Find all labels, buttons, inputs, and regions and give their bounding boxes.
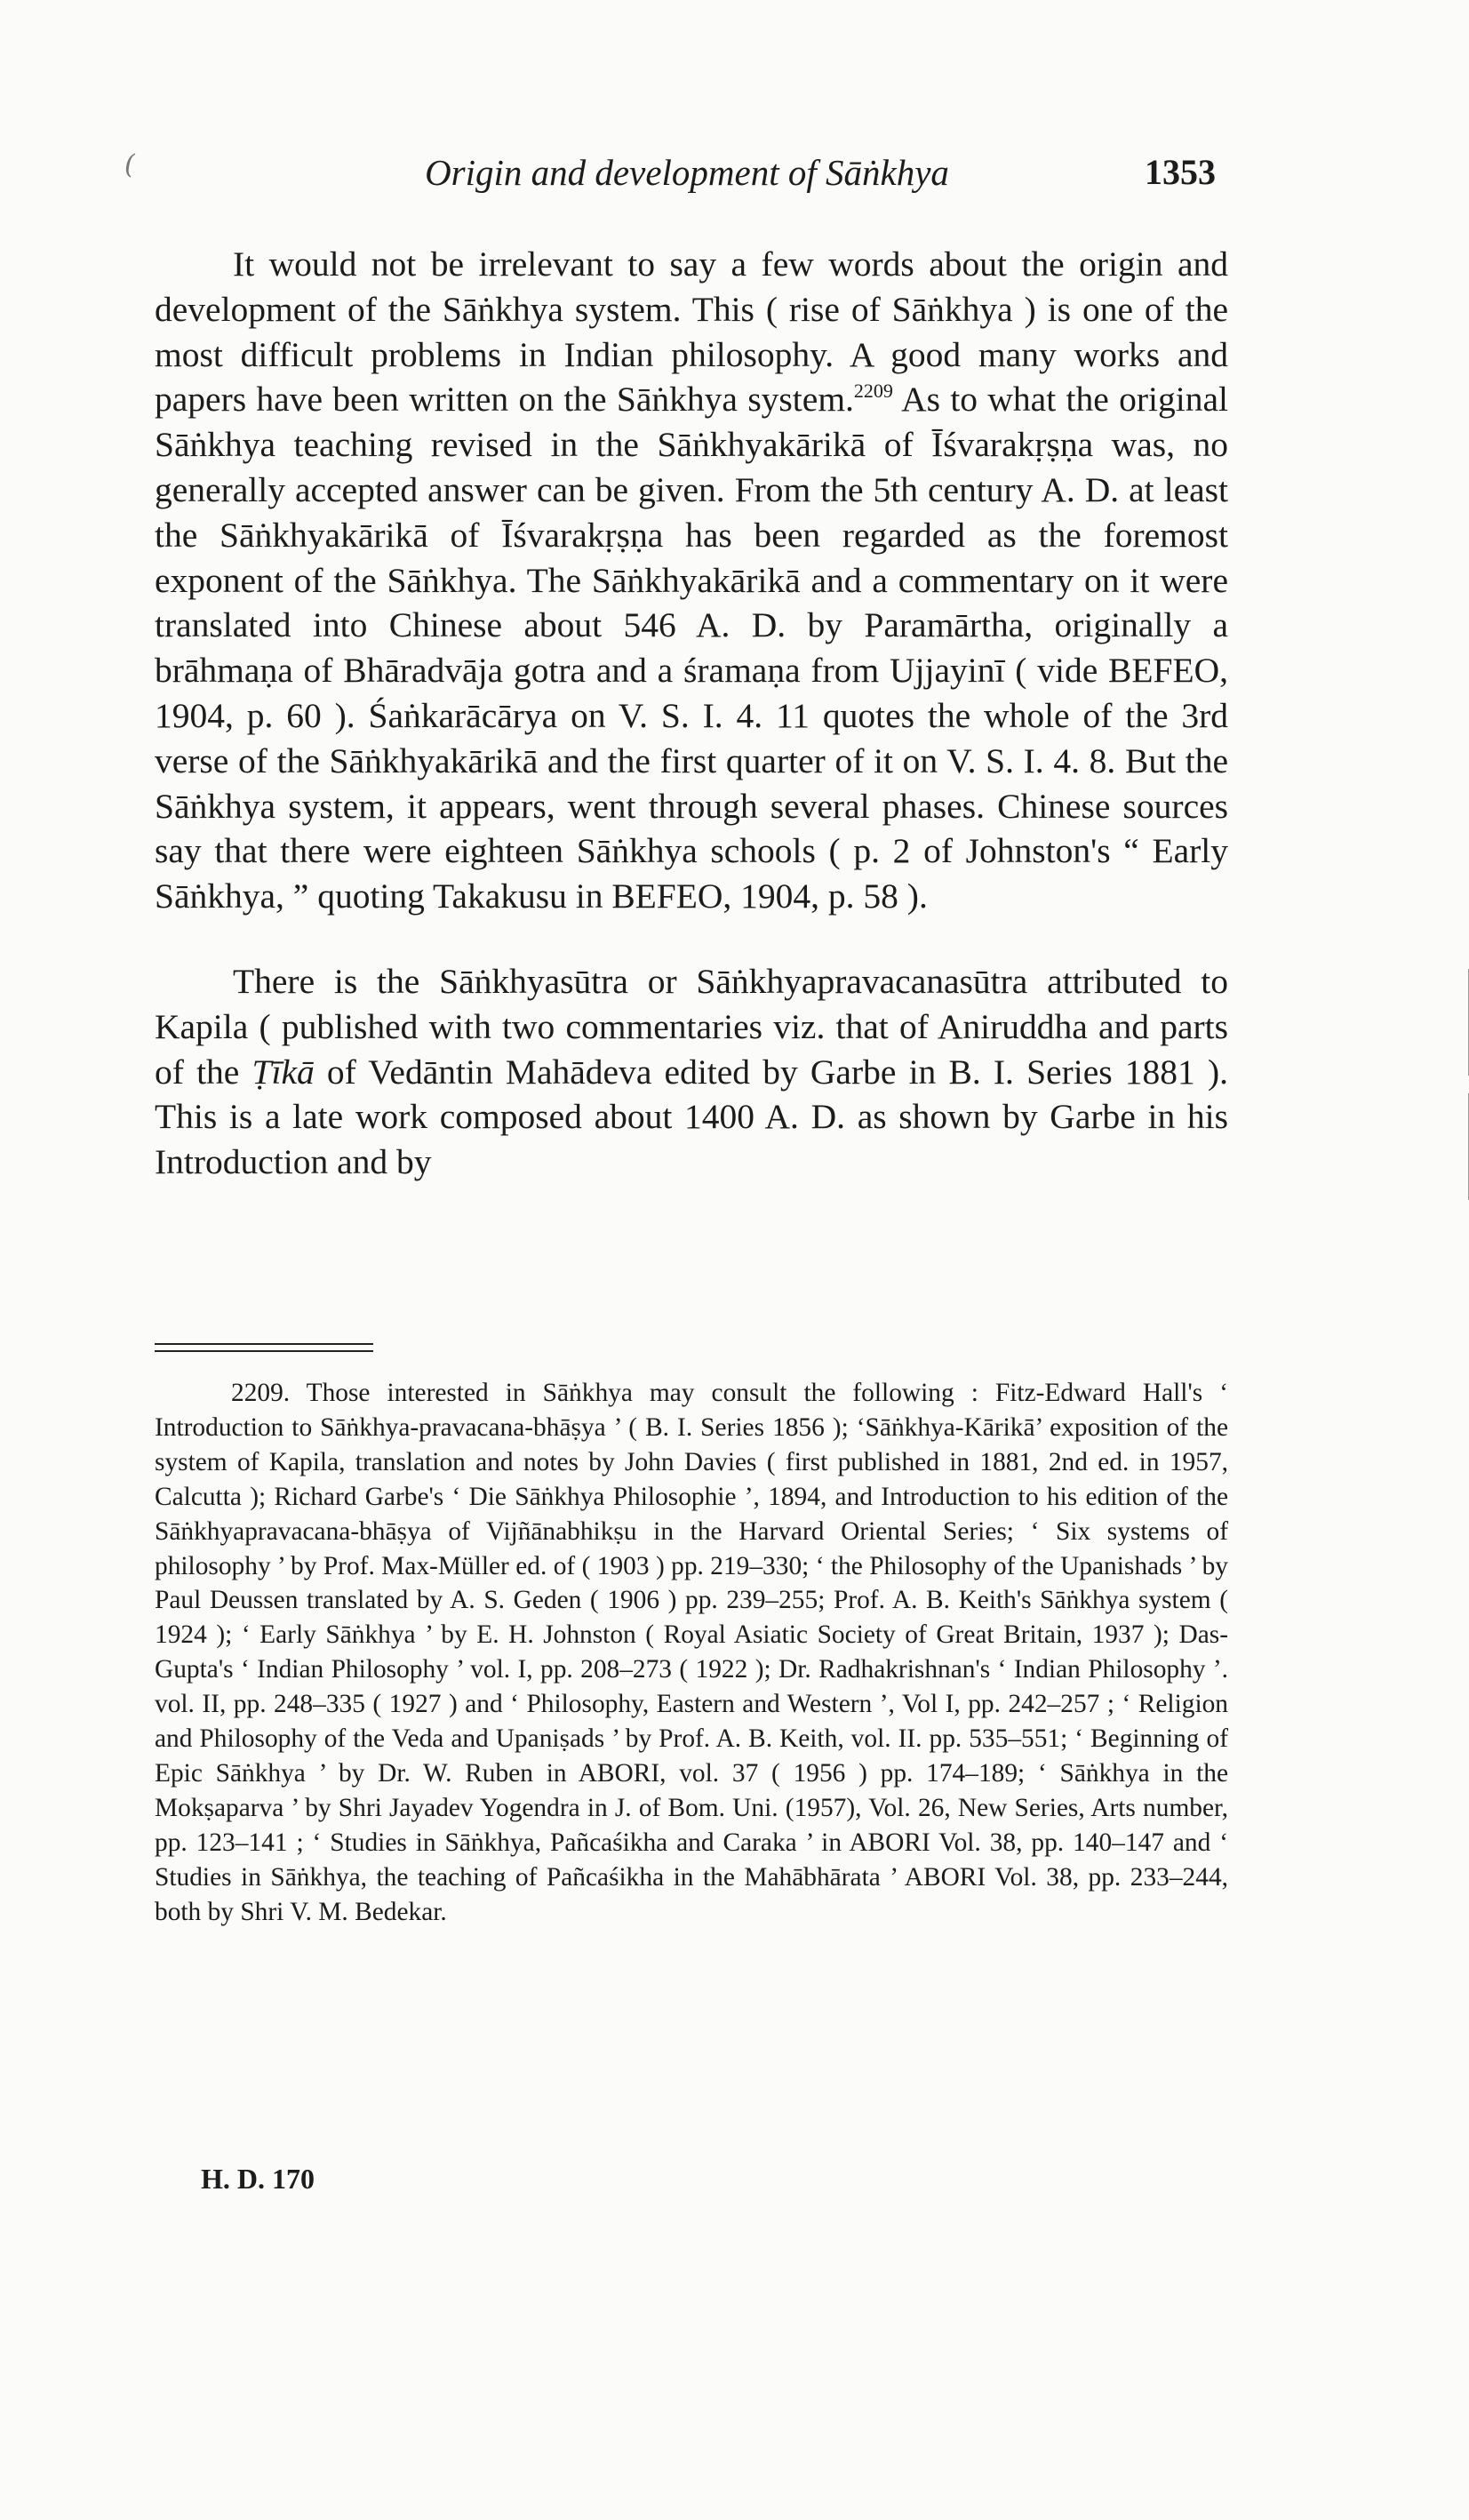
footnote-reference: 2209 bbox=[853, 380, 893, 403]
page-number: 1353 bbox=[1145, 152, 1216, 192]
running-title: Origin and development of Sāṅkhya bbox=[425, 152, 949, 193]
paragraph-2-text-a: There is the Sāṅkhyasūtra or Sāṅkhyapravacanasūtra attributed to Kapila ( published with two commentaries viz. that of Aniruddha and parts of the bbox=[155, 961, 1228, 1092]
main-text bbox=[155, 242, 1228, 1185]
paragraph-2-italic-term: Ṭīkā bbox=[251, 1052, 315, 1092]
footnote bbox=[155, 1376, 1228, 1930]
footnote-rule-top bbox=[155, 1343, 373, 1345]
paragraph-1-text-a: It would not be irrelevant to say a few words about the origin and development of the Sāṅkhya system. This ( rise of Sāṅkhya ) is one of the most difficult problems in Indian philosophy. A good many works and papers have been written on the Sāṅkhya system. bbox=[155, 244, 1228, 420]
footnote-rule-bottom bbox=[155, 1350, 373, 1352]
paragraph-2-text-b: of Vedāntin Mahādeva edited by Garbe in B. I. Series 1881 ). This is a late work composed about 1400 A. D. as shown by Garbe in his Introduction and by bbox=[155, 1052, 1228, 1182]
page-header bbox=[158, 151, 1216, 213]
paragraph-1 bbox=[155, 242, 1228, 919]
footnote-number: 2209. bbox=[231, 1379, 291, 1407]
paragraph-1-text-b: As to what the original Sāṅkhya teaching revised in the Sāṅkhyakārikā of Īśvarakṛṣṇa was, no generally accepted answer can be given. From the 5th century A. D. at least the Sāṅkhyakārikā of Īśvarakṛṣṇa has been regarded as the foremost exponent of the Sāṅkhya. The Sāṅkhyakārikā and a commentary on it were translated into Chinese about 546 A. D. by Paramārtha, originally a brāhmaṇa of Bhāradvāja gotra and a śramaṇa from Ujjayinī ( vide BEFEO, 1904, p. 60 ). Śaṅkarācārya on V. S. I. 4. 11 quotes the whole of the 3rd verse of the Sāṅkhyakārikā and the first quarter of it on V. S. I. 4. 8. But the Sāṅkhya system, it appears, went through several phases. Chinese sources say that there were eighteen Sāṅkhya schools ( p. 2 of Johnston's “ Early Sāṅkhya, ” quoting Takakusu in BEFEO, 1904, p. 58 ). bbox=[155, 380, 1228, 916]
paragraph-2 bbox=[155, 959, 1228, 1185]
footnote-text: Those interested in Sāṅkhya may consult the following : Fitz-Edward Hall's ‘ Introduction to Sāṅkhya-pravacana-bhāṣya ’ ( B. I. Series 1856 ); ‘Sāṅkhya-Kārikā’ exposition of the system of Kapila, translation and notes by John Davies ( first published in 1881, 2nd ed. in 1957, Calcutta ); Richard Garbe's ‘ Die Sāṅkhya Philosophie ’, 1894, and Introduction to his edition of the Sāṅkhyapravacana-bhāṣya of Vijñānabhikṣu in the Harvard Oriental Series; ‘ Six systems of philosophy ’ by Prof. Max-Müller ed. of ( 1903 ) pp. 219–330; ‘ the Philosophy of the Upanishads ’ by Paul Deussen translated by A. S. Geden ( 1906 ) pp. 239–255; Prof. A. B. Keith's Sāṅkhya system ( 1924 ); ‘ Early Sāṅkhya ’ by E. H. Johnston ( Royal Asiatic Society of Great Britain, 1937 ); Das-Gupta's ‘ Indian Philosophy ’ vol. I, pp. 208–273 ( 1922 ); Dr. Radhakrishnan's ‘ Indian Philosophy ’. vol. II, pp. 248–335 ( 1927 ) and ‘ Philosophy, Eastern and Western ’, Vol I, pp. 242–257 ; ‘ Religion and Philosophy of the Veda and Upaniṣads ’ by Prof. A. B. Keith, vol. II. pp. 535–551; ‘ Beginning of Epic Sāṅkhya ’ by Dr. W. Ruben in ABORI, vol. 37 ( 1956 ) pp. 174–189; ‘ Sāṅkhya in the Mokṣaparva ’ by Shri Jayadev Yogendra in J. of Bom. Uni. (1957), Vol. 26, New Series, Arts number, pp. 123–141 ; ‘ Studies in Sāṅkhya, Pañcaśikha and Caraka ’ in ABORI Vol. 38, pp. 140–147 and ‘ Studies in Sāṅkhya, the teaching of Pañcaśikha in the Mahābhārata ’ ABORI Vol. 38, pp. 233–244, both by Shri V. M. Bedekar. bbox=[155, 1379, 1228, 1926]
printer-signature: H. D. 170 bbox=[201, 2163, 315, 2195]
footnote-paragraph bbox=[155, 1376, 1228, 1930]
stray-print-mark: ( bbox=[124, 149, 135, 180]
